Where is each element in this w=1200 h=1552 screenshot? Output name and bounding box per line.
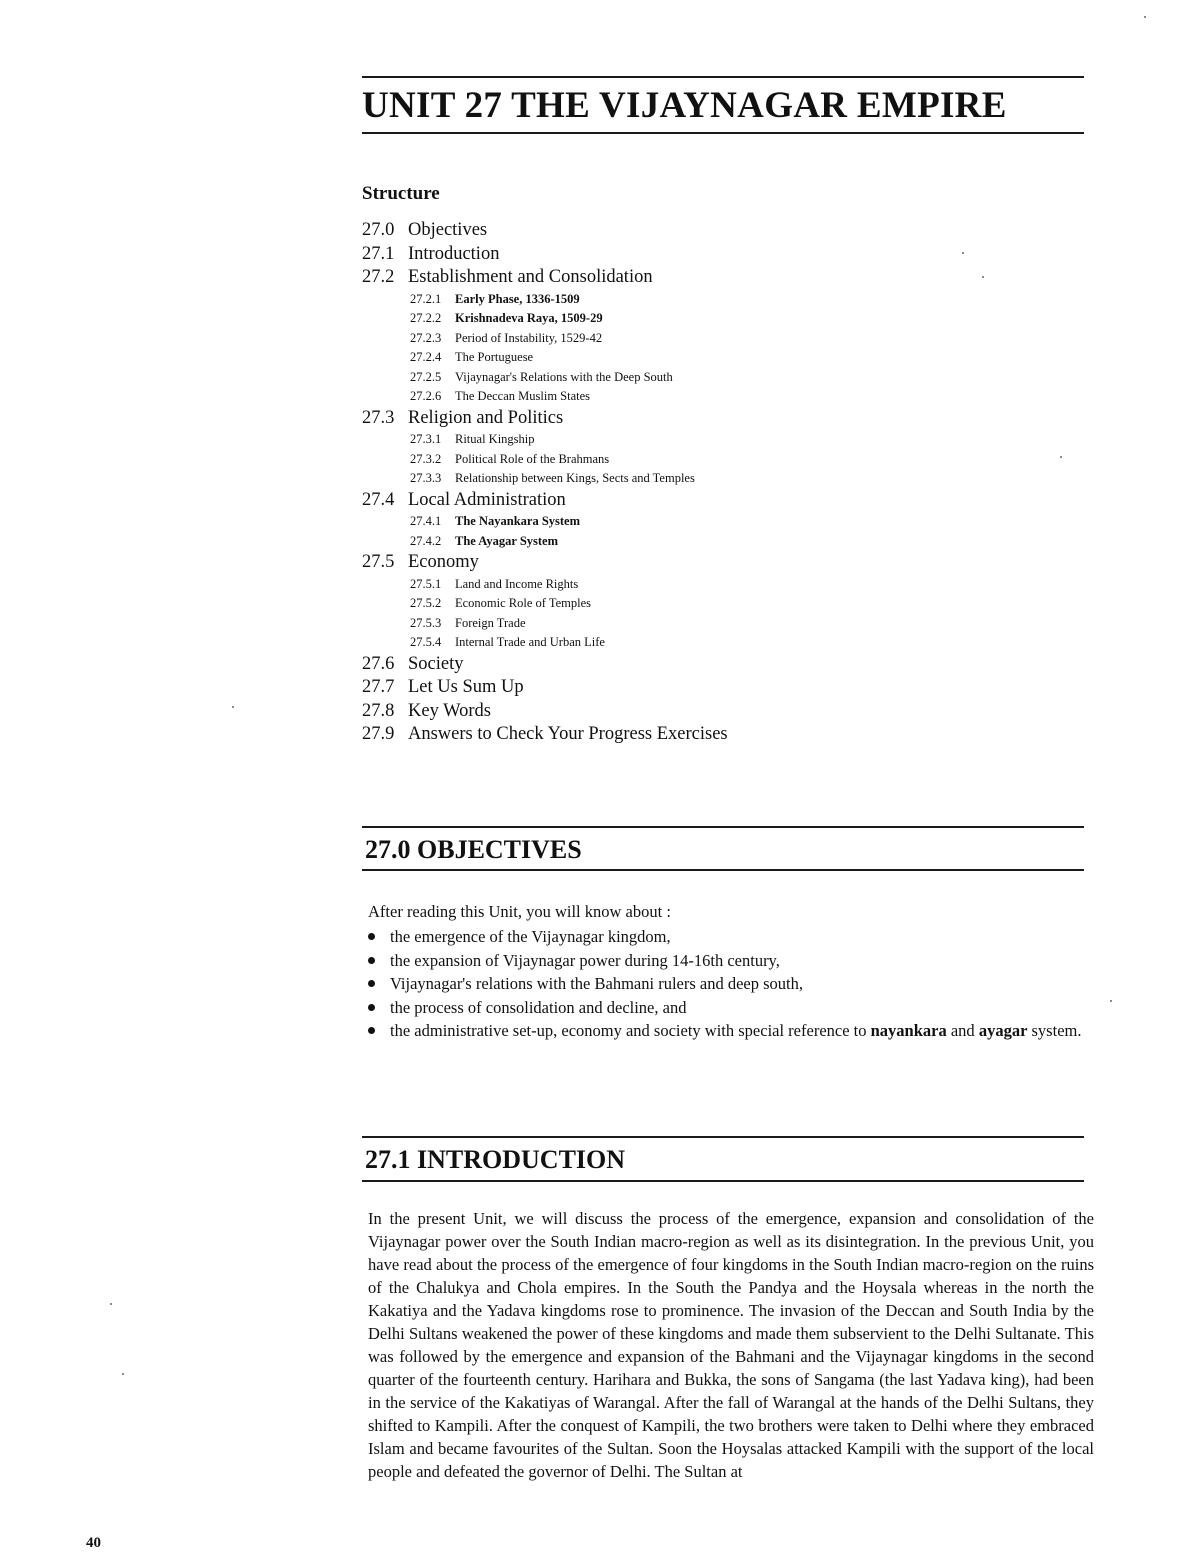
scan-speck xyxy=(982,276,984,278)
objective-item xyxy=(368,972,1094,996)
introduction-bottom-rule xyxy=(362,1180,1084,1182)
toc-number: 27.3.2 xyxy=(410,451,442,466)
title-underline xyxy=(362,132,1084,134)
toc-subitem xyxy=(362,348,1082,368)
toc-label: Establishment and Consolidation xyxy=(408,267,653,287)
top-rule xyxy=(362,76,1084,78)
toc-item xyxy=(362,243,1082,267)
toc-label: Political Role of the Brahmans xyxy=(455,451,610,466)
objective-text: the expansion of Vijaynagar power during 14-16th century, xyxy=(390,950,780,970)
objectives-title: 27.0 OBJECTIVES xyxy=(365,835,582,864)
toc-label: Ritual Kingship xyxy=(455,432,535,446)
toc-number: 27.2.4 xyxy=(410,350,442,364)
toc-label: Economy xyxy=(408,552,479,572)
objective-text-pre: the administrative set-up, economy and society with special reference to xyxy=(390,1021,871,1040)
toc-label: Introduction xyxy=(408,243,500,264)
toc-subitem xyxy=(362,387,1082,407)
toc-label: Krishnadeva Raya, 1509-29 xyxy=(455,311,603,325)
toc-label: Vijaynagar's Relations with the Deep South xyxy=(455,369,673,384)
scan-speck xyxy=(1144,16,1146,18)
toc-number: 27.2.6 xyxy=(410,389,442,403)
toc-number: 27.2 xyxy=(362,267,395,287)
toc-label: Period of Instability, 1529-42 xyxy=(455,330,603,345)
toc-subitem xyxy=(362,450,1082,470)
objective-keyword-nayankara: nayankara xyxy=(870,1021,947,1040)
introduction-paragraph: In the present Unit, we will discuss the process of the emergence, expansion and consolidation of the Vijaynagar power over the South Indian macro-region as well as its disintegration. In the previous Unit, you have read about the process of the emergence of four kingdoms in the South Indian macro-region on the ruins of the Chalukya and Chola empires. In the South the Pandya and the Hoysala whereas in the north the Kakatiya and the Yadava kingdoms rose to prominence. The invasion of the Deccan and South India by the Delhi Sultans weakened the power of these kingdoms and made them subservient to the Delhi Sultanate. This was followed by the emergence and expansion of the Bahmani and the Vijaynagar kingdoms in the second quarter of the fourteenth century. Harihara and Bukka, the sons of Sangama (the last Yadava king), had been in the service of the Kakatiyas of Warangal. After the fall of Warangal at the hands of the Delhi Sultans, they shifted to Kampili. After the conquest of Kampili, the two brothers were taken to Delhi where they embraced Islam and became favourites of the Sultan. Soon the Hoysalas attacked Kampili with the support of the local people and defeated the governor of Delhi. The Sultan at xyxy=(368,1209,1094,1481)
toc-number: 27.3 xyxy=(362,407,395,428)
objective-text: the process of consolidation and decline, and xyxy=(390,997,687,1017)
toc-item xyxy=(362,653,1082,677)
scan-speck xyxy=(110,1303,112,1305)
toc-subitem xyxy=(362,532,1082,552)
scan-speck xyxy=(1060,456,1062,458)
toc-item xyxy=(362,676,1082,700)
toc-label: Relationship between Kings, Sects and Temples xyxy=(455,471,695,485)
toc-number: 27.9 xyxy=(362,724,395,744)
toc-label: Key Words xyxy=(408,700,491,721)
toc-number: 27.1 xyxy=(362,243,395,264)
toc-subitem xyxy=(362,469,1082,489)
objective-item xyxy=(368,949,1094,973)
scan-speck xyxy=(232,706,234,708)
toc-label: Religion and Politics xyxy=(408,407,564,428)
toc-label: Internal Trade and Urban Life xyxy=(455,635,605,649)
toc-subitem xyxy=(362,614,1082,634)
toc-label: Answers to Check Your Progress Exercises xyxy=(408,724,728,744)
toc-item xyxy=(362,700,1082,724)
toc-subitem xyxy=(362,309,1082,329)
toc-number: 27.2.3 xyxy=(410,330,442,345)
objective-text: the emergence of the Vijaynagar kingdom, xyxy=(390,927,671,946)
toc-item xyxy=(362,489,1082,513)
toc-label: Objectives xyxy=(408,220,488,240)
toc-number: 27.3.1 xyxy=(410,432,442,446)
toc-label: Economic Role of Temples xyxy=(455,596,592,610)
toc-label: The Nayankara System xyxy=(455,514,581,528)
objective-item xyxy=(368,925,1094,949)
toc-label: Foreign Trade xyxy=(455,615,526,630)
toc-subitem xyxy=(362,290,1082,310)
toc-number: 27.5.4 xyxy=(410,635,442,649)
objectives-top-rule xyxy=(362,826,1084,828)
toc-item xyxy=(362,407,1082,431)
unit-title: UNIT 27 THE VIJAYNAGAR EMPIRE xyxy=(362,85,1007,126)
toc-number: 27.5.1 xyxy=(410,576,442,591)
toc-label: The Ayagar System xyxy=(455,533,559,548)
scan-speck xyxy=(122,1373,124,1375)
table-of-contents xyxy=(362,219,1082,747)
page-number: 40 xyxy=(86,1535,101,1551)
toc-subitem xyxy=(362,594,1082,614)
toc-number: 27.2.1 xyxy=(410,291,442,306)
bullet-icon xyxy=(368,1004,375,1011)
objective-text-post: system. xyxy=(1027,1021,1082,1040)
toc-number: 27.2.5 xyxy=(410,369,442,384)
toc-label: Let Us Sum Up xyxy=(408,677,524,697)
toc-label: Early Phase, 1336-1509 xyxy=(455,291,580,306)
toc-number: 27.8 xyxy=(362,700,395,721)
objectives-intro: After reading this Unit, you will know about : xyxy=(368,902,671,921)
toc-label: The Portuguese xyxy=(455,350,534,364)
toc-subitem xyxy=(362,575,1082,595)
toc-subitem xyxy=(362,512,1082,532)
toc-number: 27.2.2 xyxy=(410,311,442,325)
toc-item xyxy=(362,551,1082,575)
toc-label: Local Administration xyxy=(408,489,566,510)
toc-number: 27.4.2 xyxy=(410,533,442,548)
objective-item xyxy=(368,996,1094,1020)
toc-subitem xyxy=(362,368,1082,388)
objectives-list xyxy=(368,925,1094,1043)
toc-subitem xyxy=(362,633,1082,653)
introduction-title: 27.1 INTRODUCTION xyxy=(365,1145,626,1174)
toc-number: 27.5 xyxy=(362,552,395,572)
toc-subitem xyxy=(362,329,1082,349)
toc-number: 27.4.1 xyxy=(410,514,442,528)
objective-text: Vijaynagar's relations with the Bahmani rulers and deep south, xyxy=(390,974,803,993)
toc-label: Society xyxy=(408,653,464,674)
toc-subitem xyxy=(362,430,1082,450)
toc-label: Land and Income Rights xyxy=(455,576,579,591)
bullet-icon xyxy=(368,957,375,964)
toc-number: 27.4 xyxy=(362,489,395,510)
toc-number: 27.5.3 xyxy=(410,615,442,630)
toc-number: 27.6 xyxy=(362,653,395,674)
scan-speck xyxy=(1110,1000,1112,1002)
structure-heading: Structure xyxy=(362,183,440,204)
objective-text-mid: and xyxy=(946,1021,979,1040)
toc-label: The Deccan Muslim States xyxy=(455,389,591,403)
toc-item xyxy=(362,723,1082,747)
toc-item xyxy=(362,266,1082,290)
toc-number: 27.5.2 xyxy=(410,596,442,610)
toc-item xyxy=(362,219,1082,243)
toc-number: 27.3.3 xyxy=(410,471,442,485)
scan-speck xyxy=(962,252,964,254)
objective-keyword-ayagar: ayagar xyxy=(978,1021,1028,1040)
bullet-icon xyxy=(368,933,375,940)
objective-item xyxy=(368,1019,1094,1043)
objectives-bottom-rule xyxy=(362,869,1084,871)
toc-number: 27.0 xyxy=(362,220,395,240)
bullet-icon xyxy=(368,1027,375,1034)
bullet-icon xyxy=(368,980,375,987)
introduction-top-rule xyxy=(362,1136,1084,1138)
toc-number: 27.7 xyxy=(362,677,395,697)
